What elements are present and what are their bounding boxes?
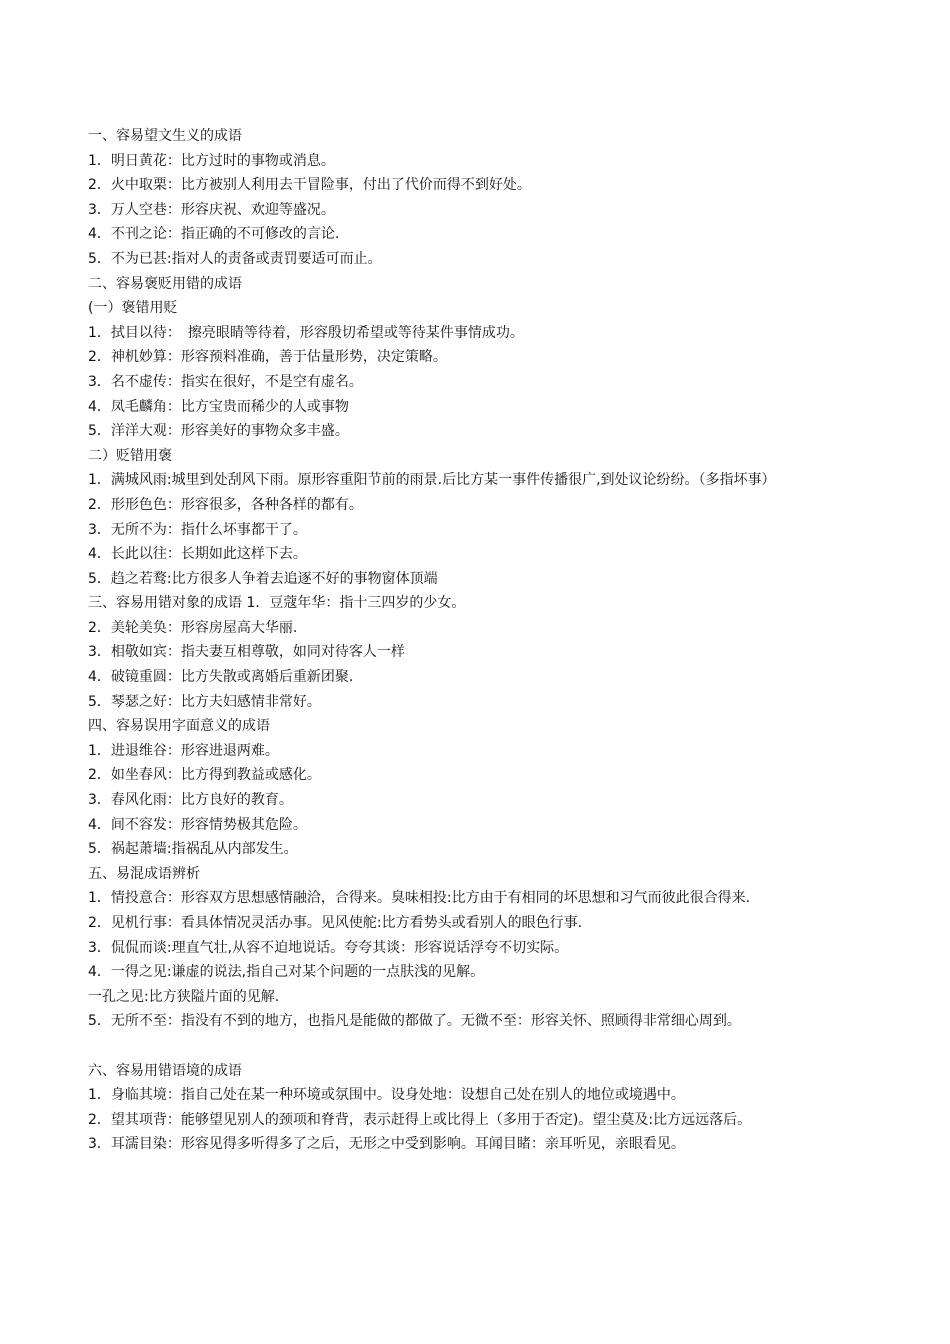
list-item: 2．形形色色：形容很多，各种各样的都有。 [88, 496, 363, 513]
list-item: 2．见机行事：看具体情况灵活办事。见风使舵:比方看势头或看别人的眼色行事. [88, 915, 583, 931]
list-item: 5．洋洋大观：形容美好的事物众多丰盛。 [88, 423, 349, 440]
section-heading-3: 三、容易用错对象的成语 1．豆蔻年华：指十三四岁的少女。 [88, 595, 466, 612]
subsection-heading: 二）贬错用褒 [88, 447, 172, 464]
list-item: 2．如坐春风：比方得到教益或感化。 [88, 767, 321, 784]
list-item: 5．不为已甚:指对人的责备或责罚要适可而止。 [88, 250, 382, 267]
list-item: 1．拭目以待： 擦亮眼睛等待着，形容殷切希望或等待某件事情成功。 [88, 324, 524, 341]
list-item: 一孔之见:比方狭隘片面的见解. [88, 988, 280, 1005]
list-item: 4．间不容发：形容情势极其危险。 [88, 816, 307, 833]
list-item: 4．破镜重圆：比方失散或离婚后重新团聚. [88, 669, 354, 686]
blank-line [88, 1034, 888, 1059]
list-item: 1．满城风雨:城里到处刮风下雨。原形容重阳节前的雨景.后比方某一事件传播很广,到处议论纷纷。（多指坏事） [88, 472, 776, 489]
list-item: 3．相敬如宾：指夫妻互相尊敬，如同对待客人一样 [88, 644, 405, 661]
list-item: 4．凤毛麟角：比方宝贵而稀少的人或事物 [88, 398, 349, 415]
list-item: 3．春风化雨：比方良好的教育。 [88, 792, 293, 809]
list-item: 3．无所不为：指什么坏事都干了。 [88, 521, 307, 538]
list-item: 5．琴瑟之好：比方夫妇感情非常好。 [88, 693, 321, 710]
list-item: 4．长此以往：长期如此这样下去。 [88, 546, 307, 563]
document-body [88, 124, 888, 1157]
section-heading-6: 六、容易用错语境的成语 [88, 1062, 242, 1079]
list-item: 4．一得之见:谦虚的说法,指自己对某个问题的一点肤浅的见解。 [88, 964, 485, 981]
list-item: 4．不刊之论：指正确的不可修改的言论. [88, 226, 340, 243]
section-heading-4: 四、容易误用字面意义的成语 [88, 718, 270, 735]
list-item: 3．耳濡目染：形容见得多听得多了之后，无形之中受到影响。耳闻目睹：亲耳听见，亲眼看见。 [88, 1136, 685, 1153]
list-item: 2．火中取栗：比方被别人利用去干冒险事，付出了代价而得不到好处。 [88, 177, 531, 194]
section-heading-2: 二、容易褒贬用错的成语 [88, 275, 242, 292]
list-item: 1．身临其境：指自己处在某一种环境或氛围中。设身处地：设想自己处在别人的地位或境遇中。 [88, 1087, 685, 1104]
section-heading-5: 五、易混成语辨析 [88, 865, 200, 882]
list-item: 2．美轮美奂：形容房屋高大华丽. [88, 619, 298, 636]
list-item: 3．万人空巷：形容庆祝、欢迎等盛况。 [88, 201, 335, 218]
list-item: 5．趋之若鹜:比方很多人争着去追逐不好的事物窗体顶端 [88, 570, 438, 587]
list-item: 1．明日黄花：比方过时的事物或消息。 [88, 152, 335, 169]
list-item: 3．名不虚传：指实在很好，不是空有虚名。 [88, 373, 363, 390]
list-item: 3．侃侃而谈:理直气壮,从容不迫地说话。夸夸其谈：形容说话浮夸不切实际。 [88, 939, 569, 956]
list-item: 5．无所不至：指没有不到的地方，也指凡是能做的都做了。无微不至：形容关怀、照顾得非常细心周到。 [88, 1013, 741, 1030]
section-heading-1: 一、容易望文生义的成语 [88, 128, 242, 144]
list-item: 5．祸起萧墙:指祸乱从内部发生。 [88, 841, 298, 858]
list-item: 2．神机妙算：形容预料准确，善于估量形势，决定策略。 [88, 349, 447, 366]
list-item: 2．望其项背：能够望见别人的颈项和脊背，表示赶得上或比得上（多用于否定)。望尘莫及:比方远远落后。 [88, 1111, 752, 1128]
subsection-heading: (一）褒错用贬 [88, 300, 178, 317]
list-item: 1．情投意合：形容双方思想感情融洽，合得来。臭味相投:比方由于有相同的坏思想和习气而彼此很合得来. [88, 890, 751, 907]
list-item: 1．进退维谷：形容进退两难。 [88, 742, 279, 759]
